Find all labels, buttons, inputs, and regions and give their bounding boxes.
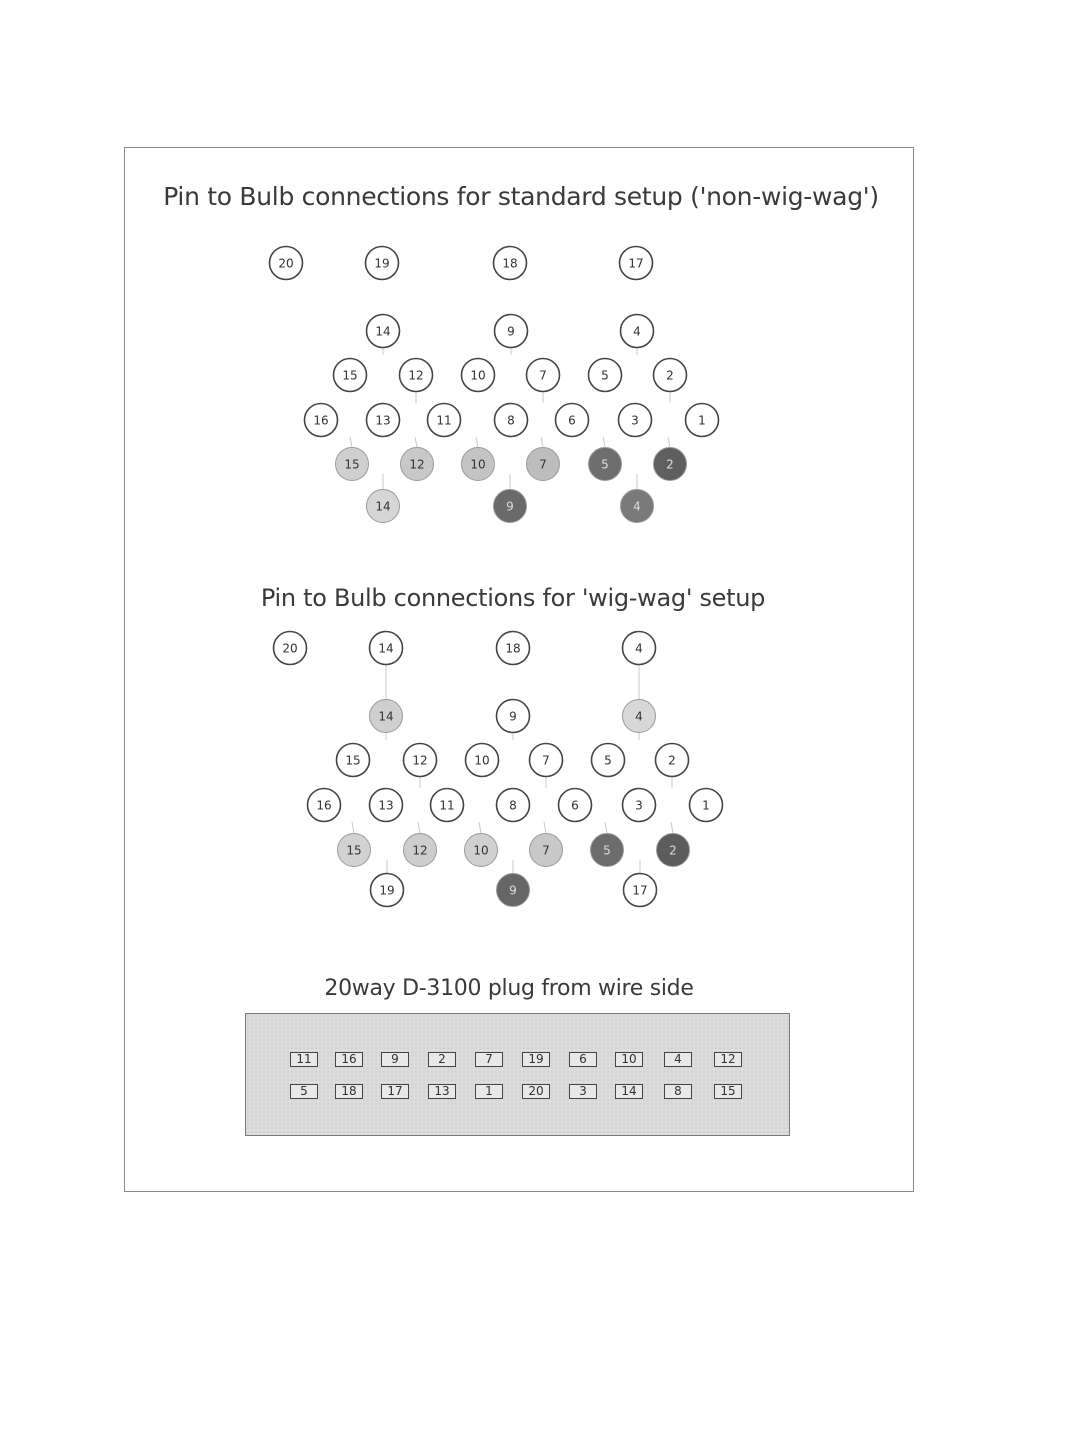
std-pin-8: [495, 404, 528, 437]
std-top-pin-18: [494, 247, 527, 280]
std-pin-1: [686, 404, 719, 437]
wig-pin-3-label: 3: [635, 798, 643, 813]
plug-slot-6: 6: [569, 1052, 597, 1067]
plug-slot-2: 2: [428, 1052, 456, 1067]
wig-bottom-17-label: 17: [632, 883, 648, 898]
wig-bulb-2: [657, 834, 690, 867]
plug-slot-5: 5: [290, 1084, 318, 1099]
std-pin-9-label: 9: [507, 324, 515, 339]
wig-link-line: [605, 822, 607, 833]
plug-slot-16: 16: [335, 1052, 363, 1067]
plug-slot-8: 8: [664, 1084, 692, 1099]
plug-slot-19: 19: [522, 1052, 550, 1067]
wig-pin-11: [431, 789, 464, 822]
wig-pin-13-label: 13: [378, 798, 394, 813]
plug-slot-12: 12: [714, 1052, 742, 1067]
wig-pin-12: [404, 744, 437, 777]
std-bulb-4: [621, 490, 654, 523]
wig-bulb-12-label: 12: [412, 843, 428, 858]
wig-pin-9: [497, 700, 530, 733]
std-pin-10-label: 10: [470, 368, 486, 383]
wig-pin-2-label: 2: [668, 753, 676, 768]
std-pin-8-label: 8: [507, 413, 515, 428]
plug-slot-4: 4: [664, 1052, 692, 1067]
std-pin-3: [619, 404, 652, 437]
wig-pin-14: [370, 700, 403, 733]
wig-bottom-17: [624, 874, 657, 907]
wig-pin-13: [370, 789, 403, 822]
std-pin-4-label: 4: [633, 324, 641, 339]
wigwag-setup-title: Pin to Bulb connections for 'wig-wag' setup: [260, 584, 766, 612]
std-pin-16: [305, 404, 338, 437]
wig-pin-14-label: 14: [378, 709, 394, 724]
std-pin-16-label: 16: [313, 413, 329, 428]
wig-pin-4: [623, 700, 656, 733]
std-top-pin-20: [270, 247, 303, 280]
wig-pin-7-label: 7: [542, 753, 550, 768]
plug-title: 20way D-3100 plug from wire side: [324, 976, 694, 1001]
std-link-line: [603, 437, 605, 447]
std-pin-10: [462, 359, 495, 392]
wig-bulb-12: [404, 834, 437, 867]
std-link-line: [668, 437, 670, 447]
wig-pin-10: [466, 744, 499, 777]
std-pin-11: [428, 404, 461, 437]
wig-bottom-9-label: 9: [509, 883, 517, 898]
wig-link-line: [671, 822, 673, 833]
std-top-pin-19: [366, 247, 399, 280]
wig-link-line: [479, 822, 481, 833]
plug-slot-3: 3: [569, 1084, 597, 1099]
plug-slot-18: 18: [335, 1084, 363, 1099]
plug-slot-1: 1: [475, 1084, 503, 1099]
wig-bottom-19-label: 19: [379, 883, 395, 898]
std-pin-2-label: 2: [666, 368, 674, 383]
std-pin-15-label: 15: [342, 368, 358, 383]
wig-pin-10-label: 10: [474, 753, 490, 768]
std-top-pin-19-label: 19: [374, 256, 390, 271]
wig-pin-15: [337, 744, 370, 777]
wig-bottom-9: [497, 874, 530, 907]
wig-bulb-15: [338, 834, 371, 867]
std-pin-15: [334, 359, 367, 392]
std-pin-5: [589, 359, 622, 392]
std-bulb-7-label: 7: [539, 457, 547, 472]
std-bulb-10-label: 10: [470, 457, 486, 472]
std-bulb-4-label: 4: [633, 499, 641, 514]
wig-bulb-10-label: 10: [473, 843, 489, 858]
wig-pin-16-label: 16: [316, 798, 332, 813]
wig-pin-8-label: 8: [509, 798, 517, 813]
wig-pin-5: [592, 744, 625, 777]
wig-top-pin-18: [497, 632, 530, 665]
plug-slot-13: 13: [428, 1084, 456, 1099]
plug-slot-11: 11: [290, 1052, 318, 1067]
wig-pin-6-label: 6: [571, 798, 579, 813]
wig-top-pin-20-label: 20: [282, 641, 298, 656]
std-link-line: [541, 437, 543, 447]
wig-bottom-19: [371, 874, 404, 907]
plug-slot-9: 9: [381, 1052, 409, 1067]
std-pin-12: [400, 359, 433, 392]
std-top-pin-18-label: 18: [502, 256, 518, 271]
std-link-line: [415, 437, 417, 447]
wig-bulb-7: [530, 834, 563, 867]
wig-top-pin-18-label: 18: [505, 641, 521, 656]
std-pin-3-label: 3: [631, 413, 639, 428]
wig-pin-15-label: 15: [345, 753, 361, 768]
wig-bulb-5: [591, 834, 624, 867]
std-bulb-15: [336, 448, 369, 481]
std-bulb-9: [494, 490, 527, 523]
wig-top-pin-4: [623, 632, 656, 665]
std-bulb-14-label: 14: [375, 499, 391, 514]
std-pin-11-label: 11: [436, 413, 452, 428]
std-bulb-5: [589, 448, 622, 481]
wig-link-line: [352, 822, 354, 833]
std-bulb-12-label: 12: [409, 457, 425, 472]
wig-top-pin-14: [370, 632, 403, 665]
wig-pin-8: [497, 789, 530, 822]
wig-bulb-7-label: 7: [542, 843, 550, 858]
std-bulb-7: [527, 448, 560, 481]
wig-pin-6: [559, 789, 592, 822]
std-bulb-2-label: 2: [666, 457, 674, 472]
std-bulb-5-label: 5: [601, 457, 609, 472]
std-pin-14: [367, 315, 400, 348]
wig-top-pin-4-label: 4: [635, 641, 643, 656]
std-pin-2: [654, 359, 687, 392]
wig-pin-16: [308, 789, 341, 822]
std-bulb-2: [654, 448, 687, 481]
std-bulb-9-label: 9: [506, 499, 514, 514]
plug-face: [245, 1013, 790, 1136]
std-pin-13: [367, 404, 400, 437]
wig-pin-9-label: 9: [509, 709, 517, 724]
wig-pin-4-label: 4: [635, 709, 643, 724]
standard-setup-title: Pin to Bulb connections for standard setup ('non-wig-wag'): [163, 182, 879, 211]
wig-pin-12-label: 12: [412, 753, 428, 768]
std-pin-6: [556, 404, 589, 437]
std-pin-5-label: 5: [601, 368, 609, 383]
std-pin-7-label: 7: [539, 368, 547, 383]
std-bulb-14: [367, 490, 400, 523]
wig-pin-5-label: 5: [604, 753, 612, 768]
std-top-pin-17-label: 17: [628, 256, 644, 271]
wig-bulb-15-label: 15: [346, 843, 362, 858]
plug-slot-20: 20: [522, 1084, 550, 1099]
wig-top-pin-20: [274, 632, 307, 665]
wig-link-line: [418, 822, 420, 833]
wig-pin-1-label: 1: [702, 798, 710, 813]
wig-pin-7: [530, 744, 563, 777]
wig-pin-1: [690, 789, 723, 822]
std-pin-13-label: 13: [375, 413, 391, 428]
std-pin-14-label: 14: [375, 324, 391, 339]
std-bulb-12: [401, 448, 434, 481]
std-top-pin-17: [620, 247, 653, 280]
plug-slot-14: 14: [615, 1084, 643, 1099]
std-pin-9: [495, 315, 528, 348]
wig-pin-3: [623, 789, 656, 822]
std-top-pin-20-label: 20: [278, 256, 294, 271]
std-pin-7: [527, 359, 560, 392]
wig-pin-11-label: 11: [439, 798, 455, 813]
std-pin-12-label: 12: [408, 368, 424, 383]
std-bulb-15-label: 15: [344, 457, 360, 472]
plug-slot-7: 7: [475, 1052, 503, 1067]
plug-slot-15: 15: [714, 1084, 742, 1099]
wig-bulb-2-label: 2: [669, 843, 677, 858]
std-link-line: [350, 437, 352, 447]
plug-slot-10: 10: [615, 1052, 643, 1067]
std-pin-4: [621, 315, 654, 348]
std-pin-1-label: 1: [698, 413, 706, 428]
wig-bulb-5-label: 5: [603, 843, 611, 858]
wig-link-line: [544, 822, 546, 833]
plug-slot-17: 17: [381, 1084, 409, 1099]
wig-bulb-10: [465, 834, 498, 867]
wig-top-pin-14-label: 14: [378, 641, 394, 656]
std-link-line: [476, 437, 478, 447]
wig-pin-2: [656, 744, 689, 777]
std-pin-6-label: 6: [568, 413, 576, 428]
std-bulb-10: [462, 448, 495, 481]
